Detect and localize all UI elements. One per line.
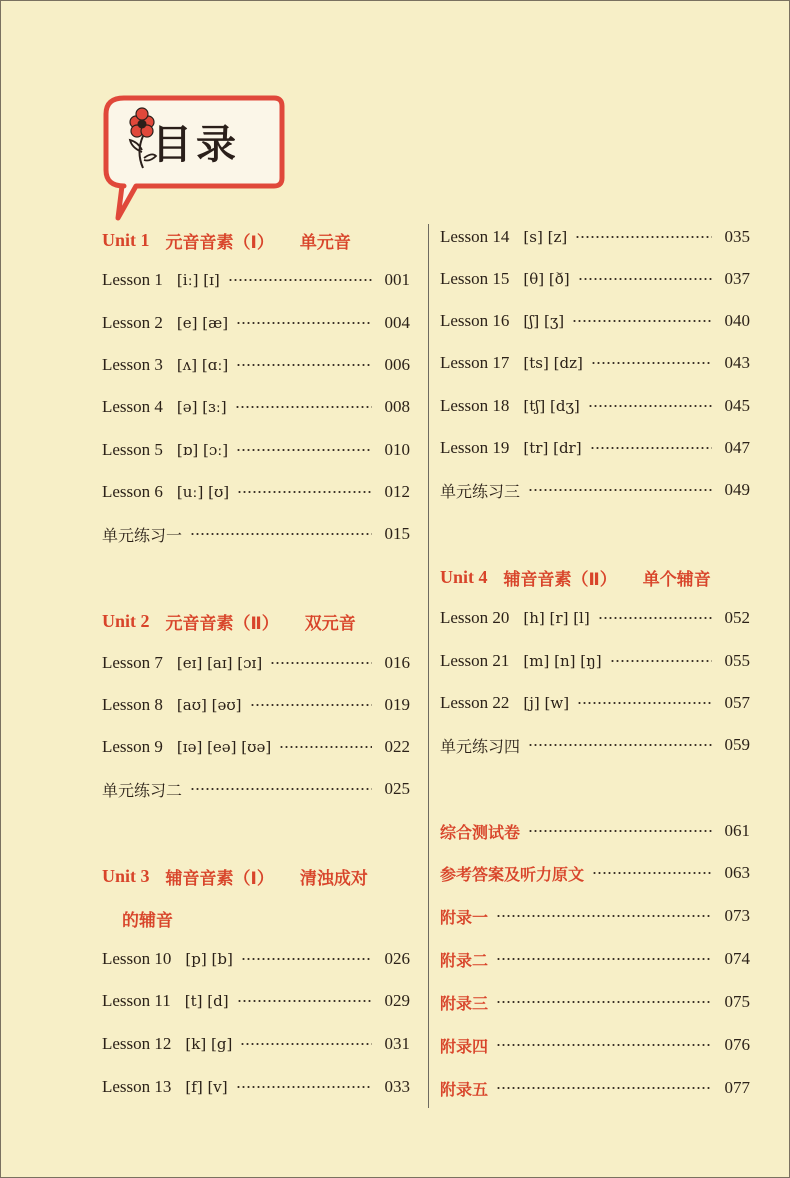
- entry-label: Lesson 14: [440, 227, 510, 246]
- unit-heading-1: [102, 226, 351, 254]
- unit-heading-3: [102, 862, 368, 890]
- entry-label: 附录三: [440, 993, 489, 1013]
- dot-leader: [528, 830, 712, 832]
- entry-label: 附录一: [440, 907, 489, 927]
- entry-page-number: 074: [724, 949, 750, 968]
- entry-page-number: 061: [724, 821, 750, 840]
- entry-page-number: 052: [724, 608, 750, 627]
- toc-entry[interactable]: [102, 479, 410, 505]
- dot-leader: [496, 1001, 712, 1003]
- entry-phonetic: [eɪ] [aɪ] [ɔɪ]: [176, 654, 263, 672]
- toc-entry[interactable]: [440, 989, 750, 1015]
- entry-label: Lesson 4: [102, 397, 163, 416]
- entry-page-number: 035: [724, 227, 750, 246]
- dot-leader: [588, 405, 712, 407]
- toc-entry[interactable]: [440, 605, 750, 631]
- entry-page-number: 006: [384, 355, 410, 374]
- toc-entry[interactable]: [440, 732, 750, 758]
- dot-leader: [279, 746, 372, 748]
- entry-page-number: 055: [724, 651, 750, 670]
- entry-page-number: 047: [724, 438, 750, 457]
- toc-entry[interactable]: [440, 350, 750, 376]
- dot-leader: [241, 958, 372, 960]
- entry-label: Lesson 7: [102, 653, 163, 672]
- entry-label: Lesson 15: [440, 269, 510, 288]
- unit-number: Unit 4: [440, 566, 488, 587]
- entry-phonetic: [ə] [ɜː]: [176, 398, 227, 416]
- entry-label: Lesson 12: [102, 1034, 172, 1053]
- toc-entry[interactable]: [440, 903, 750, 929]
- entry-page-number: 022: [384, 737, 410, 756]
- dot-leader: [237, 1000, 372, 1002]
- entry-page-number: 016: [384, 653, 410, 672]
- toc-entry[interactable]: [440, 393, 750, 419]
- toc-entry[interactable]: [440, 435, 750, 461]
- toc-entry[interactable]: [440, 224, 750, 250]
- dot-leader: [496, 958, 712, 960]
- toc-entry[interactable]: [440, 648, 750, 674]
- entry-phonetic: [t] [d]: [184, 992, 229, 1010]
- entry-page-number: 045: [724, 396, 750, 415]
- entry-label: 单元练习二: [102, 780, 183, 800]
- dot-leader: [236, 322, 372, 324]
- dot-leader: [528, 744, 712, 746]
- entry-label: Lesson 16: [440, 311, 510, 330]
- dot-leader: [236, 1086, 372, 1088]
- toc-entry[interactable]: [102, 734, 410, 760]
- dot-leader: [240, 1043, 372, 1045]
- dot-leader: [237, 491, 372, 493]
- unit-number: Unit 2: [102, 610, 150, 631]
- entry-page-number: 008: [384, 397, 410, 416]
- entry-page-number: 076: [724, 1035, 750, 1054]
- entry-phonetic: [ʃ] [ʒ]: [523, 312, 565, 330]
- entry-phonetic: [θ] [ð]: [523, 270, 570, 288]
- toc-entry[interactable]: [440, 860, 750, 886]
- unit-subtitle-continued: 的辅音: [122, 911, 173, 931]
- entry-label: Lesson 22: [440, 693, 510, 712]
- entry-page-number: 037: [724, 269, 750, 288]
- page-title: 目录: [152, 122, 240, 168]
- dot-leader: [592, 872, 712, 874]
- entry-page-number: 031: [384, 1034, 410, 1053]
- entry-page-number: 026: [384, 949, 410, 968]
- entry-label: Lesson 19: [440, 438, 510, 457]
- entry-page-number: 029: [384, 991, 410, 1010]
- entry-phonetic: [k] [g]: [185, 1035, 233, 1053]
- dot-leader: [496, 915, 712, 917]
- dot-leader: [577, 702, 712, 704]
- entry-label: Lesson 20: [440, 608, 510, 627]
- toc-entry[interactable]: [440, 1075, 750, 1101]
- dot-leader: [590, 447, 712, 449]
- entry-page-number: 033: [384, 1077, 410, 1096]
- entry-page-number: 059: [724, 735, 750, 754]
- dot-leader: [575, 236, 712, 238]
- entry-page-number: 057: [724, 693, 750, 712]
- entry-label: 附录五: [440, 1079, 489, 1099]
- entry-label: Lesson 1: [102, 270, 163, 289]
- column-divider: [428, 224, 429, 1108]
- entry-page-number: 063: [724, 863, 750, 882]
- toc-entry[interactable]: [102, 946, 410, 972]
- entry-page-number: 012: [384, 482, 410, 501]
- entry-label: Lesson 3: [102, 355, 163, 374]
- entry-phonetic: [h] [r] [l]: [523, 609, 590, 627]
- entry-page-number: 004: [384, 313, 410, 332]
- entry-page-number: 049: [724, 480, 750, 499]
- entry-label: 单元练习一: [102, 525, 183, 545]
- dot-leader: [190, 533, 372, 535]
- dot-leader: [236, 364, 372, 366]
- unit-number: Unit 3: [102, 865, 150, 886]
- entry-phonetic: [uː] [ʊ]: [176, 483, 230, 501]
- toc-entry[interactable]: [102, 437, 410, 463]
- entry-phonetic: [tʃ] [dʒ]: [523, 397, 580, 415]
- entry-phonetic: [f] [v]: [185, 1078, 228, 1096]
- entry-phonetic: [m] [n] [ŋ]: [523, 652, 602, 670]
- dot-leader: [190, 788, 372, 790]
- dot-leader: [578, 278, 712, 280]
- entry-phonetic: [j] [w]: [523, 694, 570, 712]
- dot-leader: [598, 617, 712, 619]
- dot-leader: [528, 489, 712, 491]
- toc-entry[interactable]: [440, 1032, 750, 1058]
- entry-phonetic: [e] [æ]: [176, 314, 229, 332]
- entry-page-number: 025: [384, 779, 410, 798]
- entry-phonetic: [ts] [dz]: [523, 354, 583, 372]
- toc-entry[interactable]: [102, 394, 410, 420]
- entry-label: 综合测试卷: [440, 822, 521, 842]
- toc-entry[interactable]: [102, 692, 410, 718]
- entry-label: Lesson 17: [440, 353, 510, 372]
- entry-page-number: 077: [724, 1078, 750, 1097]
- entry-label: Lesson 5: [102, 440, 163, 459]
- toc-entry[interactable]: [440, 308, 750, 334]
- toc-entry[interactable]: [102, 650, 410, 676]
- entry-page-number: 010: [384, 440, 410, 459]
- entry-page-number: 040: [724, 311, 750, 330]
- dot-leader: [496, 1044, 712, 1046]
- entry-label: Lesson 10: [102, 949, 172, 968]
- entry-page-number: 019: [384, 695, 410, 714]
- dot-leader: [572, 320, 712, 322]
- toc-entry[interactable]: [440, 477, 750, 503]
- dot-leader: [610, 660, 712, 662]
- entry-label: Lesson 21: [440, 651, 510, 670]
- entry-phonetic: [p] [b]: [185, 950, 233, 968]
- entry-phonetic: [ʌ] [ɑː]: [176, 356, 229, 374]
- toc-entry[interactable]: [440, 266, 750, 292]
- unit-number: Unit 1: [102, 229, 150, 250]
- toc-entry[interactable]: [102, 352, 410, 378]
- unit-subtitle: 单元音: [299, 232, 351, 253]
- entry-page-number: 075: [724, 992, 750, 1011]
- entry-label: Lesson 11: [102, 991, 171, 1010]
- unit-subtitle: 单个辅音: [642, 569, 711, 590]
- entry-label: Lesson 18: [440, 396, 510, 415]
- entry-phonetic: [tr] [dr]: [523, 439, 582, 457]
- entry-label: 附录二: [440, 950, 489, 970]
- toc-entry[interactable]: [102, 988, 410, 1014]
- toc-entry[interactable]: [102, 1031, 410, 1057]
- entry-page-number: 001: [384, 270, 410, 289]
- dot-leader: [236, 449, 372, 451]
- toc-entry[interactable]: [440, 690, 750, 716]
- toc-entry[interactable]: [102, 310, 410, 336]
- toc-entry[interactable]: [102, 776, 410, 802]
- unit-subtitle: 双元音: [304, 613, 356, 634]
- dot-leader: [235, 406, 372, 408]
- unit-name: 辅音音素（Ⅰ）: [165, 868, 274, 889]
- entry-label: 参考答案及听力原文: [440, 864, 585, 884]
- toc-entry[interactable]: [102, 1074, 410, 1100]
- unit-heading-4: [440, 563, 711, 591]
- unit-heading-2: [102, 607, 356, 635]
- entry-label: Lesson 13: [102, 1077, 172, 1096]
- toc-entry[interactable]: [102, 521, 410, 547]
- unit-name: 元音音素（Ⅱ）: [165, 613, 279, 634]
- unit-name: 元音音素（Ⅰ）: [165, 232, 274, 253]
- entry-page-number: 043: [724, 353, 750, 372]
- unit-name: 辅音音素（Ⅱ）: [503, 569, 617, 590]
- entry-label: Lesson 8: [102, 695, 163, 714]
- dot-leader: [496, 1087, 712, 1089]
- dot-leader: [228, 279, 372, 281]
- entry-label: 单元练习四: [440, 736, 521, 756]
- entry-page-number: 015: [384, 524, 410, 543]
- entry-phonetic: [ɪə] [eə] [ʊə]: [176, 738, 272, 756]
- entry-phonetic: [s] [z]: [523, 228, 568, 246]
- entry-label: 单元练习三: [440, 481, 521, 501]
- entry-label: Lesson 2: [102, 313, 163, 332]
- dot-leader: [250, 704, 372, 706]
- entry-label: Lesson 6: [102, 482, 163, 501]
- entry-phonetic: [iː] [ɪ]: [176, 271, 220, 289]
- entry-page-number: 073: [724, 906, 750, 925]
- entry-phonetic: [aʊ] [əʊ]: [176, 696, 242, 714]
- toc-entry[interactable]: [440, 946, 750, 972]
- toc-entry[interactable]: [102, 267, 410, 293]
- dot-leader: [270, 662, 372, 664]
- entry-phonetic: [ɒ] [ɔː]: [176, 441, 229, 459]
- toc-entry[interactable]: [440, 818, 750, 844]
- entry-label: 附录四: [440, 1036, 489, 1056]
- unit-subtitle: 清浊成对: [299, 868, 368, 889]
- entry-label: Lesson 9: [102, 737, 163, 756]
- dot-leader: [591, 362, 712, 364]
